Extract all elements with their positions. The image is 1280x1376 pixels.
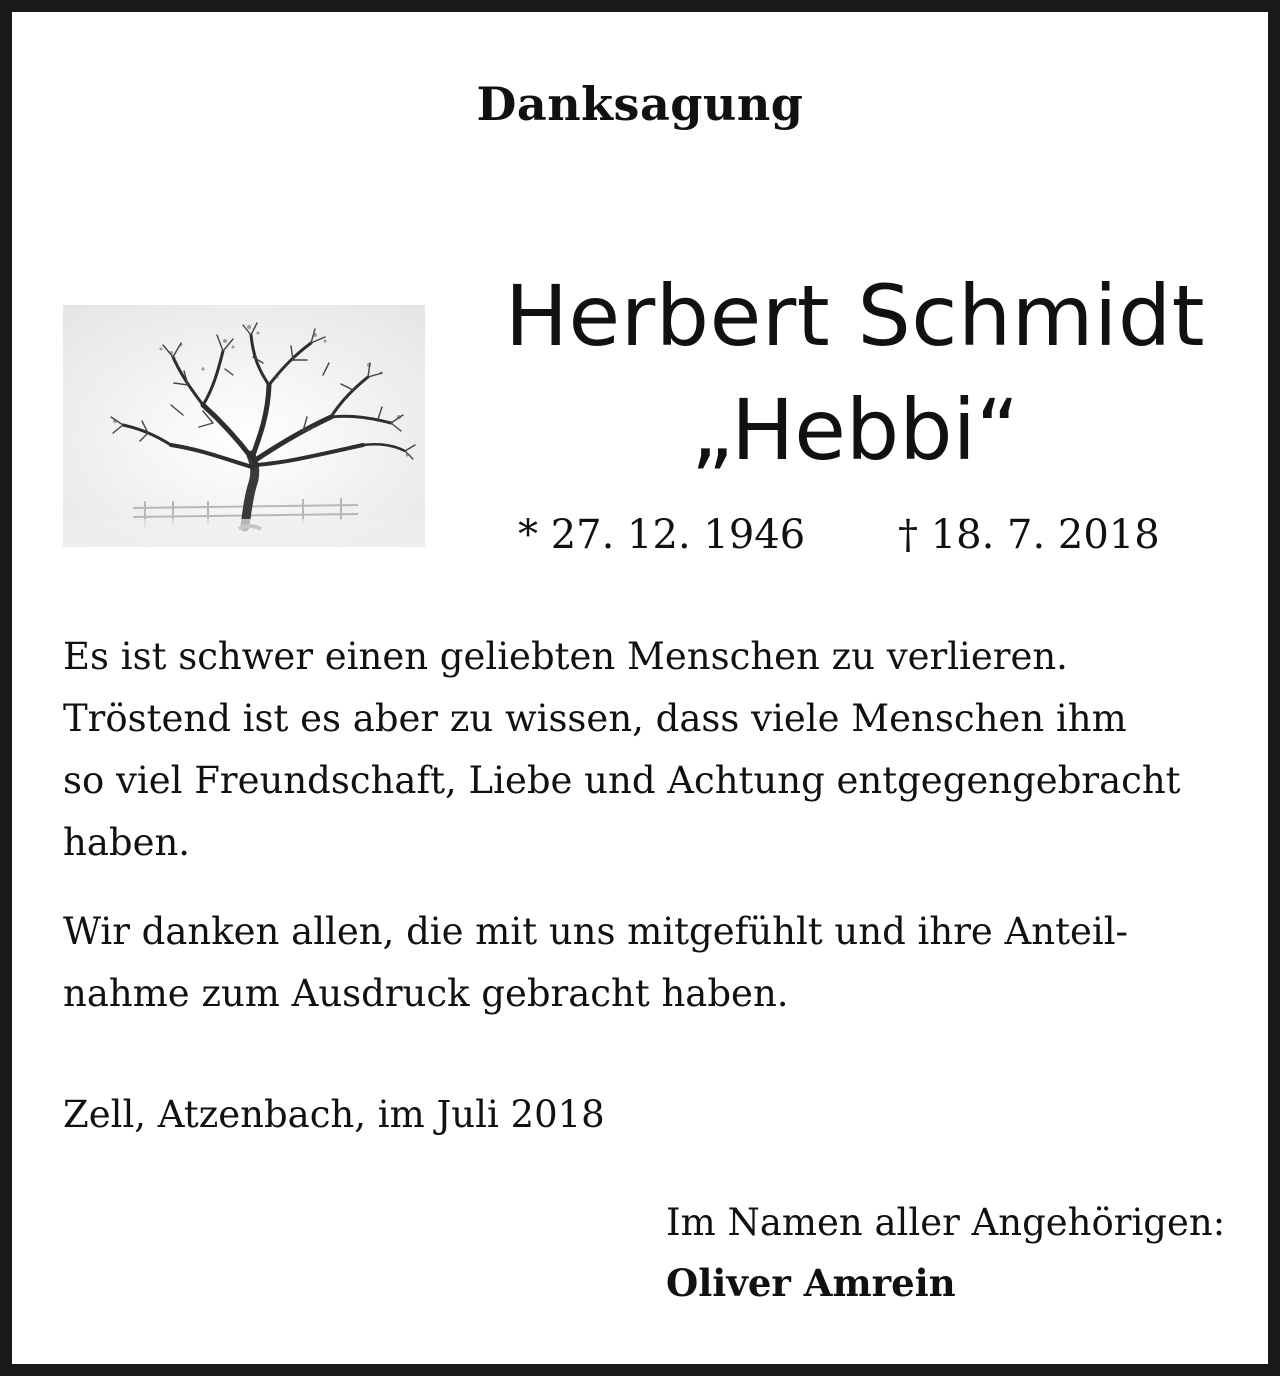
- bare-tree-in-fog-image: [63, 305, 425, 547]
- message-paragraph-1: [63, 626, 1253, 874]
- deceased-name: Herbert Schmidt: [504, 267, 1206, 365]
- place-and-date: Zell, Atzenbach, im Juli 2018: [63, 1093, 605, 1136]
- message-line: so viel Freundschaft, Liebe und Achtung entgegengebracht: [63, 759, 1181, 802]
- message-line: Wir danken allen, die mit uns mitgefühlt und ihre Anteil-: [63, 910, 1129, 953]
- message-line: Tröstend ist es aber zu wissen, dass viele Menschen ihm: [63, 697, 1127, 740]
- message-paragraph-2: [63, 901, 1253, 1025]
- message-line: nahme zum Ausdruck gebracht haben.: [63, 972, 789, 1015]
- message-line: haben.: [63, 821, 191, 864]
- closing-line: Im Namen aller Angehörigen:: [666, 1201, 1226, 1244]
- deceased-nickname: „Hebbi“: [690, 381, 1020, 479]
- page-title: Danksagung: [476, 77, 804, 131]
- death-date: † 18. 7. 2018: [898, 512, 1160, 558]
- birth-date: * 27. 12. 1946: [518, 512, 806, 558]
- obituary-card: [12, 12, 1268, 1364]
- message-line: Es ist schwer einen geliebten Menschen zu verlieren.: [63, 635, 1068, 678]
- tree-photo: [63, 305, 425, 547]
- signer-name: Oliver Amrein: [666, 1261, 956, 1305]
